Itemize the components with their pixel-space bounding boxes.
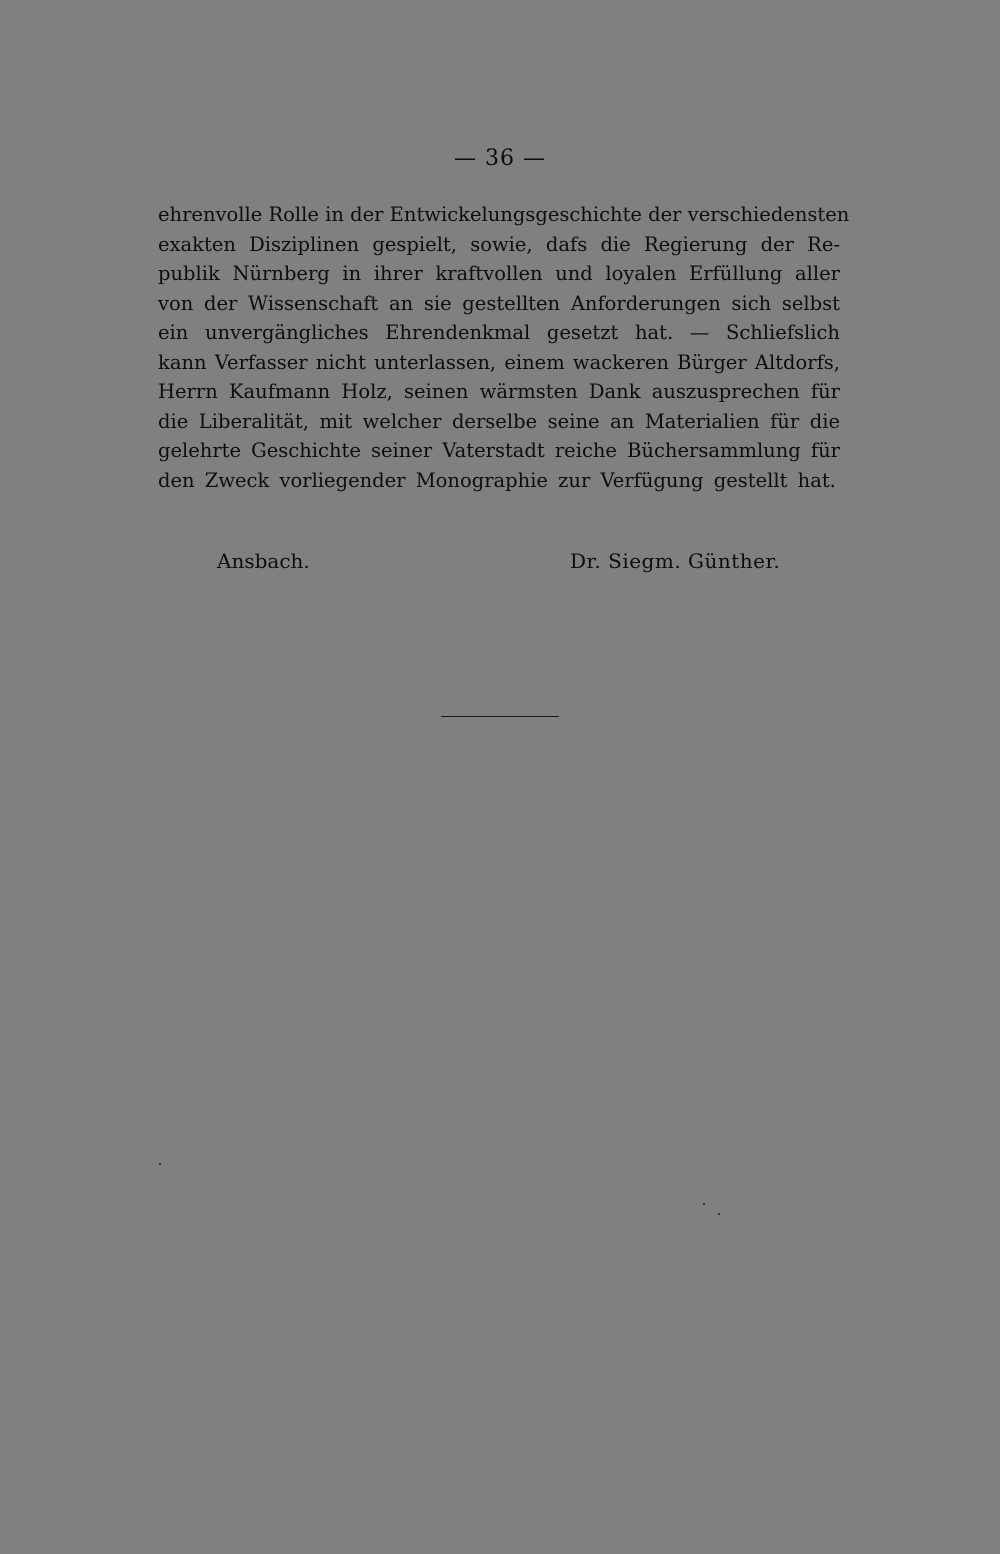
scan-speck [703, 1203, 705, 1205]
text-line: publik Nürnberg in ihrer kraftvollen und loyalen Erfüllung aller [158, 262, 840, 285]
scan-speck [159, 1163, 161, 1165]
text-line: ehrenvolle Rolle in der Entwickelungsgeschichte der verschiedensten [158, 203, 850, 226]
page-number: — 36 — [454, 146, 546, 171]
text-line: den Zweck vorliegender Monographie zur Verfügung gestellt hat. [158, 468, 836, 492]
text-line: kann Verfasser nicht unterlassen, einem wackeren Bürger Altdorfs, [158, 350, 840, 374]
text-line: von der Wissenschaft an sie gestellten Anforderungen sich selbst [158, 291, 840, 315]
signature-author: Dr. Siegm. Günther. [570, 549, 781, 573]
signature-place: Ansbach. [217, 549, 310, 573]
text-line: ein unvergängliches Ehrendenkmal gesetzt hat. — Schliefslich [158, 321, 840, 344]
text-line: gelehrte Geschichte seiner Vaterstadt reiche Büchersammlung für [158, 439, 840, 462]
scan-speck [718, 1213, 720, 1215]
text-line: exakten Disziplinen gespielt, sowie, dafs die Regierung der Re- [158, 232, 840, 256]
body-paragraph [158, 200, 850, 495]
text-line: Herrn Kaufmann Holz, seinen wärmsten Dank auszusprechen für [158, 380, 840, 403]
text-line: die Liberalität, mit welcher derselbe seine an Materialien für die [158, 409, 840, 433]
section-divider [441, 716, 559, 717]
